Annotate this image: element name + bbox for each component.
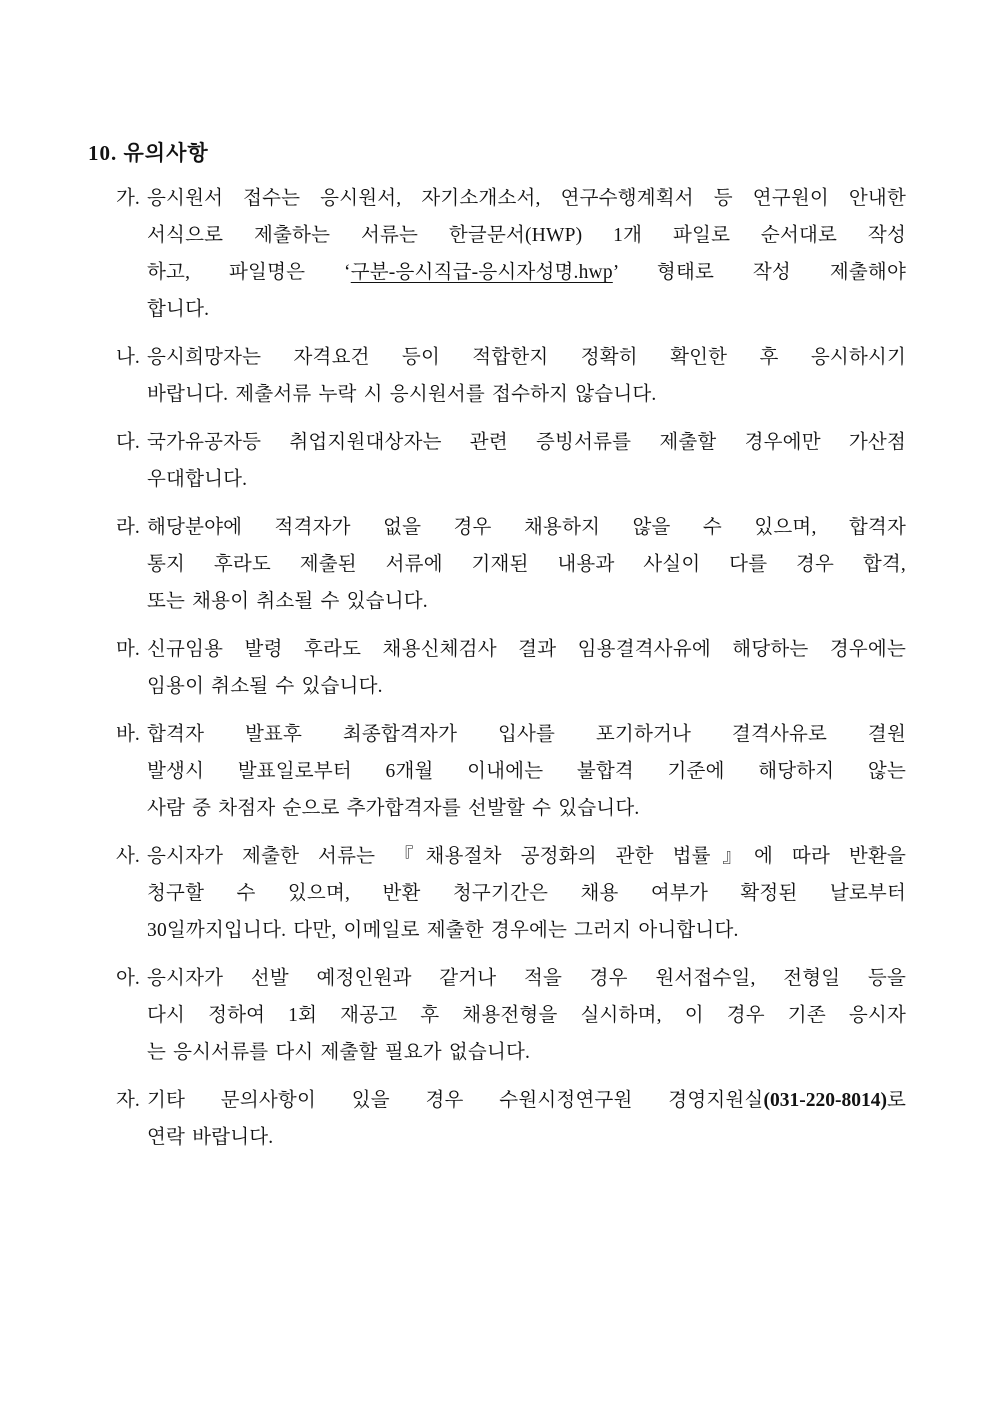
notice-item — [116, 509, 906, 620]
text-segment: 임용이 취소될 수 있습니다. — [147, 676, 383, 697]
text-segment: 기타 문의사항이 있을 경우 수원시정연구원 경영지원실 — [147, 1090, 764, 1111]
phone-number: (031-220-8014) — [763, 1090, 887, 1111]
notice-item-body — [147, 631, 906, 705]
text-segment: 발생시 발표일로부터 6개월 이내에는 불합격 기준에 해당하지 않는 — [147, 761, 906, 782]
text-segment: 통지 후라도 제출된 서류에 기재된 내용과 사실이 다를 경우 합격, — [147, 554, 906, 575]
notice-item-label: 사. — [116, 846, 140, 867]
text-segment: 30일까지입니다. 다만, 이메일로 제출한 경우에는 그러지 아니합니다. — [147, 920, 739, 941]
text-line — [147, 254, 906, 328]
text-segment: 바랍니다. 제출서류 누락 시 응시원서를 접수하지 않습니다. — [147, 384, 657, 405]
notice-item-label: 바. — [116, 724, 140, 745]
text-segment: 연락 바랍니다. — [147, 1127, 274, 1148]
text-segment: 해당분야에 적격자가 없을 경우 채용하지 않을 수 있으며, 합격자 — [147, 517, 906, 538]
text-segment: 로 — [886, 1090, 906, 1111]
notice-list — [88, 180, 906, 1156]
text-segment: 또는 채용이 취소될 수 있습니다. — [147, 591, 428, 612]
text-line — [147, 424, 906, 498]
notice-item — [116, 716, 906, 827]
text-segment: 하고, 파일명은 ‘ — [147, 262, 351, 283]
notice-item-body — [147, 1082, 906, 1156]
notice-item-body — [147, 180, 906, 328]
notice-item-label: 마. — [116, 639, 140, 660]
notice-item-body — [147, 716, 906, 827]
text-segment: 는 응시서류를 다시 제출할 필요가 없습니다. — [147, 1042, 531, 1063]
text-segment: 청구할 수 있으며, 반환 청구기간은 채용 여부가 확정된 날로부터 — [147, 883, 906, 904]
text-segment: 국가유공자등 취업지원대상자는 관련 증빙서류를 제출할 경우에만 가산점 — [147, 432, 906, 453]
text-segment: 응시희망자는 자격요건 등이 적합한지 정확히 확인한 후 응시하시기 — [147, 347, 906, 368]
document-content — [88, 140, 906, 1156]
text-segment: 합니다. — [147, 299, 210, 320]
notice-item — [116, 960, 906, 1071]
notice-item — [116, 339, 906, 413]
text-segment: 응시자가 선발 예정인원과 같거나 적을 경우 원서접수일, 전형일 등을 — [147, 968, 906, 989]
notice-item — [116, 424, 906, 498]
notice-item-label: 나. — [116, 347, 140, 368]
text-segment: 사람 중 차점자 순으로 추가합격자를 선발할 수 있습니다. — [147, 798, 640, 819]
text-segment: 응시자가 제출한 서류는 『채용절차 공정화의 관한 법률』에 따라 반환을 — [147, 846, 906, 867]
notice-item-body — [147, 509, 906, 620]
notice-item-label: 다. — [116, 432, 140, 453]
notice-item-label: 가. — [116, 188, 140, 209]
text-segment: 합격자 발표후 최종합격자가 입사를 포기하거나 결격사유로 결원 — [147, 724, 906, 745]
text-segment: 서식으로 제출하는 서류는 한글문서(HWP) 1개 파일로 순서대로 작성 — [147, 225, 906, 246]
text-segment: 다시 정하여 1회 재공고 후 채용전형을 실시하며, 이 경우 기존 응시자 — [147, 1005, 906, 1026]
text-segment: 응시원서 접수는 응시원서, 자기소개소서, 연구수행계획서 등 연구원이 안내한 — [147, 188, 906, 209]
section-title: 10. 유의사항 — [88, 141, 209, 165]
notice-item-body — [147, 960, 906, 1071]
text-segment: 신규임용 발령 후라도 채용신체검사 결과 임용결격사유에 해당하는 경우에는 — [147, 639, 906, 660]
text-segment: ’ 형태로 작성 제출해야 — [612, 262, 906, 283]
notice-item — [116, 838, 906, 949]
notice-item — [116, 1082, 906, 1156]
notice-item-body — [147, 339, 906, 413]
notice-item-body — [147, 424, 906, 498]
notice-item — [116, 180, 906, 328]
notice-item-label: 라. — [116, 517, 140, 538]
text-segment: 우대합니다. — [147, 469, 248, 490]
filename-text: 구분-응시직급-응시자성명.hwp — [350, 262, 613, 283]
notice-item-body — [147, 838, 906, 949]
notice-item — [116, 631, 906, 705]
notice-item-label: 자. — [116, 1090, 140, 1111]
notice-item-label: 아. — [116, 968, 140, 989]
